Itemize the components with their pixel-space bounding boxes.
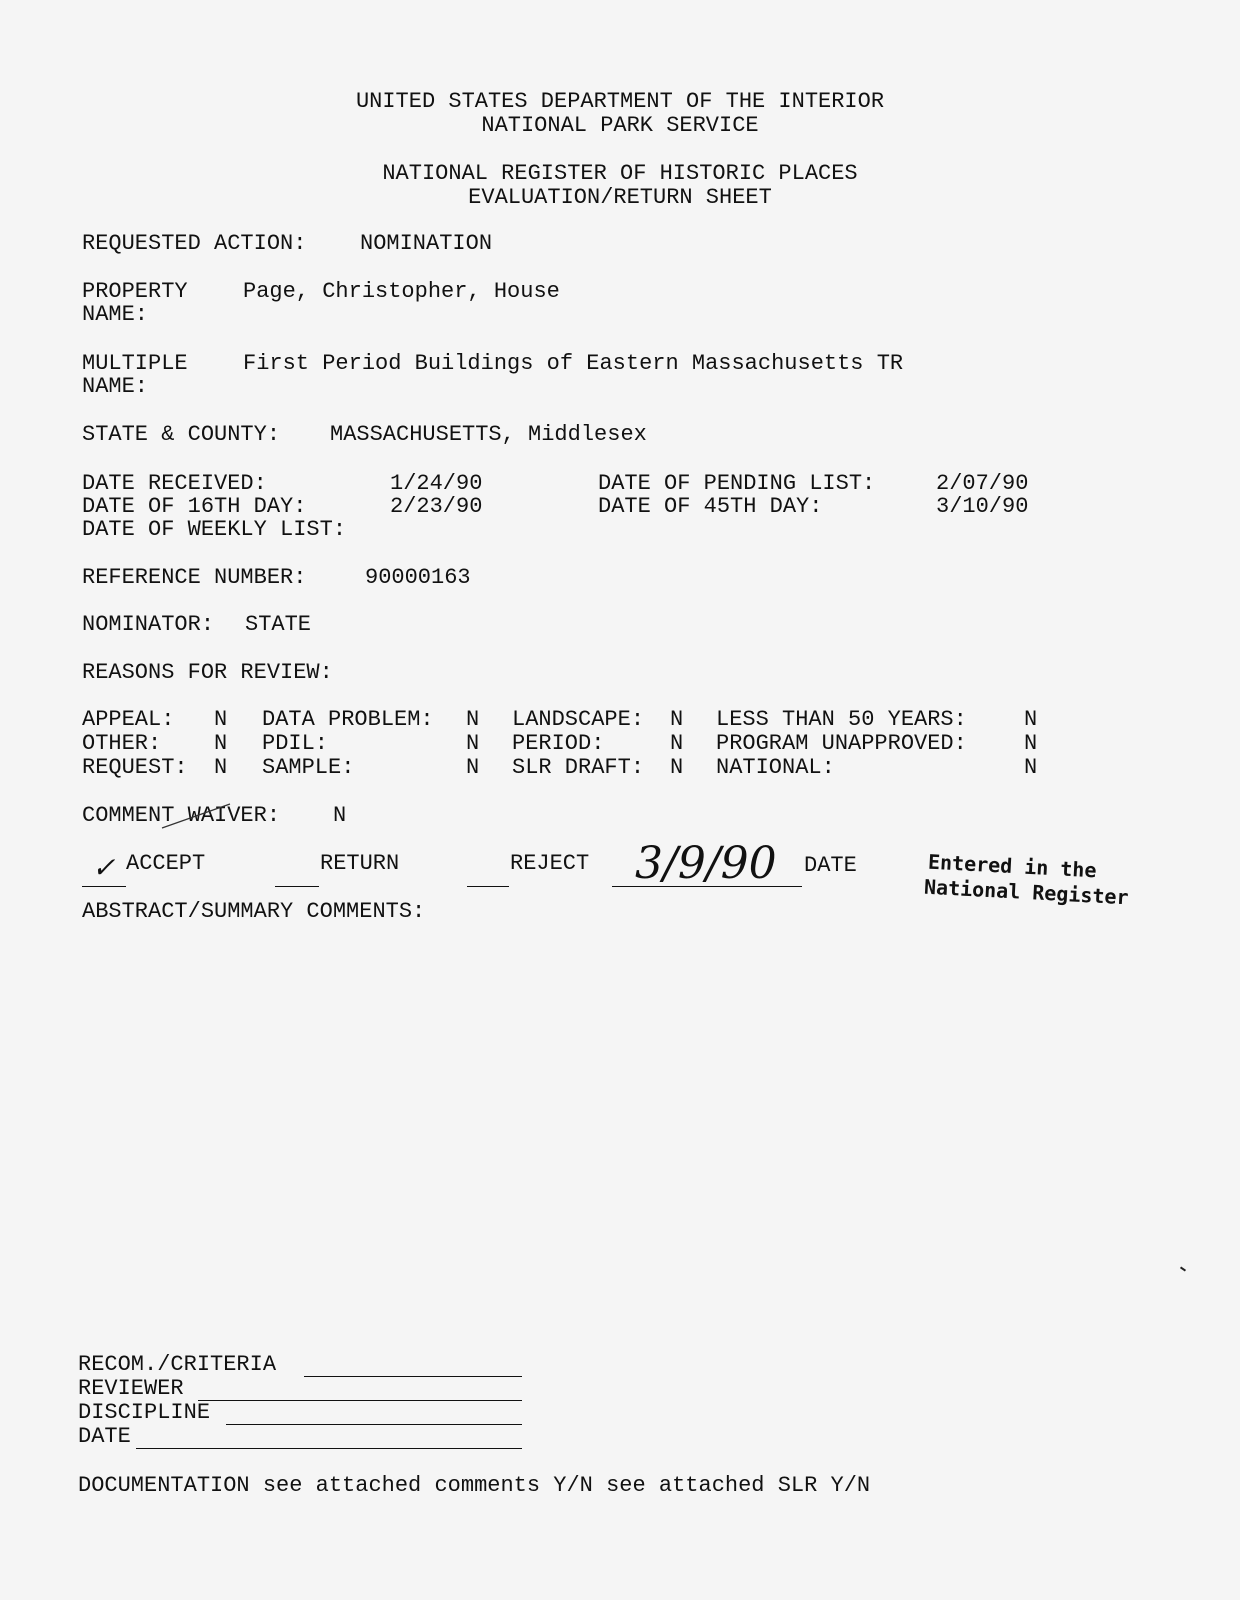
reason-value: N <box>670 755 684 780</box>
header-department: UNITED STATES DEPARTMENT OF THE INTERIOR <box>355 89 885 114</box>
reject-blank-line <box>467 886 509 887</box>
header-agency: NATIONAL PARK SERVICE <box>481 113 759 138</box>
property-name-label-1: PROPERTY <box>82 279 188 304</box>
reason-label: LANDSCAPE: <box>512 707 645 732</box>
state-county-value: MASSACHUSETTS, Middlesex <box>330 422 647 447</box>
reason-value: N <box>670 707 684 732</box>
recom-criteria-line <box>304 1376 522 1377</box>
reason-value: N <box>1024 731 1038 756</box>
entered-register-stamp-line-1: Entered in the <box>927 849 1098 883</box>
header-register: NATIONAL REGISTER OF HISTORIC PLACES <box>382 161 858 186</box>
reason-label: SAMPLE: <box>262 755 355 780</box>
reason-value: N <box>466 755 480 780</box>
reason-value: N <box>466 731 480 756</box>
reason-label: OTHER: <box>82 731 162 756</box>
multiple-name-label-1: MULTIPLE <box>82 351 188 376</box>
accept-check-mark: ✓ <box>92 851 116 884</box>
date-line <box>136 1448 522 1449</box>
date-label: DATE <box>78 1424 131 1449</box>
reason-value: N <box>214 755 228 780</box>
reason-label: PROGRAM UNAPPROVED: <box>716 731 967 756</box>
nominator-label: NOMINATOR: <box>82 612 215 637</box>
reason-value: N <box>1024 755 1038 780</box>
abstract-summary-label: ABSTRACT/SUMMARY COMMENTS: <box>82 899 426 924</box>
state-county-label: STATE & COUNTY: <box>82 422 281 447</box>
date-16th-day-value: 2/23/90 <box>390 494 483 519</box>
reason-label: PERIOD: <box>512 731 605 756</box>
reference-number-value: 90000163 <box>365 565 471 590</box>
documentation-line: DOCUMENTATION see attached comments Y/N see attached SLR Y/N <box>78 1473 871 1498</box>
reviewer-label: REVIEWER <box>78 1376 184 1401</box>
decision-date-handwritten: 3/9/90 <box>635 838 777 889</box>
header-sheet-title: EVALUATION/RETURN SHEET <box>468 185 772 210</box>
reference-number-label: REFERENCE NUMBER: <box>82 565 307 590</box>
date-weekly-list-label: DATE OF WEEKLY LIST: <box>82 517 347 542</box>
reason-value: N <box>1024 707 1038 732</box>
reasons-for-review-label: REASONS FOR REVIEW: <box>82 660 333 685</box>
date-pending-list-label: DATE OF PENDING LIST: <box>598 471 876 496</box>
reviewer-line <box>198 1400 522 1401</box>
entered-register-stamp-line-2: National Register <box>923 874 1130 910</box>
property-name-label-2: NAME: <box>82 302 149 327</box>
return-option: RETURN <box>320 851 400 876</box>
reason-label: DATA PROBLEM: <box>262 707 434 732</box>
reason-label: LESS THAN 50 YEARS: <box>716 707 967 732</box>
accept-option: ACCEPT <box>126 851 206 876</box>
stray-mark <box>1180 1266 1186 1271</box>
reason-label: PDIL: <box>262 731 329 756</box>
requested-action-label: REQUESTED ACTION: <box>82 231 307 256</box>
date-received-label: DATE RECEIVED: <box>82 471 267 496</box>
reject-option: REJECT <box>510 851 590 876</box>
discipline-label: DISCIPLINE <box>78 1400 211 1425</box>
reason-label: APPEAL: <box>82 707 175 732</box>
date-45th-day-value: 3/10/90 <box>936 494 1029 519</box>
reason-label: SLR DRAFT: <box>512 755 645 780</box>
decision-date-label: DATE <box>804 853 857 878</box>
comment-waiver-label: COMMENT WAIVER: <box>82 803 281 828</box>
reason-value: N <box>466 707 480 732</box>
reason-value: N <box>214 707 228 732</box>
requested-action-value: NOMINATION <box>360 231 493 256</box>
multiple-name-label-2: NAME: <box>82 374 149 399</box>
accept-blank-line <box>82 886 126 887</box>
reason-value: N <box>214 731 228 756</box>
reason-label: NATIONAL: <box>716 755 835 780</box>
property-name-value: Page, Christopher, House <box>243 279 560 304</box>
nominator-value: STATE <box>245 612 312 637</box>
recom-criteria-label: RECOM./CRITERIA <box>78 1352 277 1377</box>
reason-value: N <box>670 731 684 756</box>
date-16th-day-label: DATE OF 16TH DAY: <box>82 494 307 519</box>
comment-waiver-value: N <box>333 803 347 828</box>
reason-label: REQUEST: <box>82 755 188 780</box>
multiple-name-value: First Period Buildings of Eastern Massachusetts TR <box>243 351 904 376</box>
date-45th-day-label: DATE OF 45TH DAY: <box>598 494 823 519</box>
pen-stroke-mark <box>160 800 240 830</box>
date-pending-list-value: 2/07/90 <box>936 471 1029 496</box>
discipline-line <box>226 1424 522 1425</box>
return-blank-line <box>275 886 319 887</box>
date-received-value: 1/24/90 <box>390 471 483 496</box>
